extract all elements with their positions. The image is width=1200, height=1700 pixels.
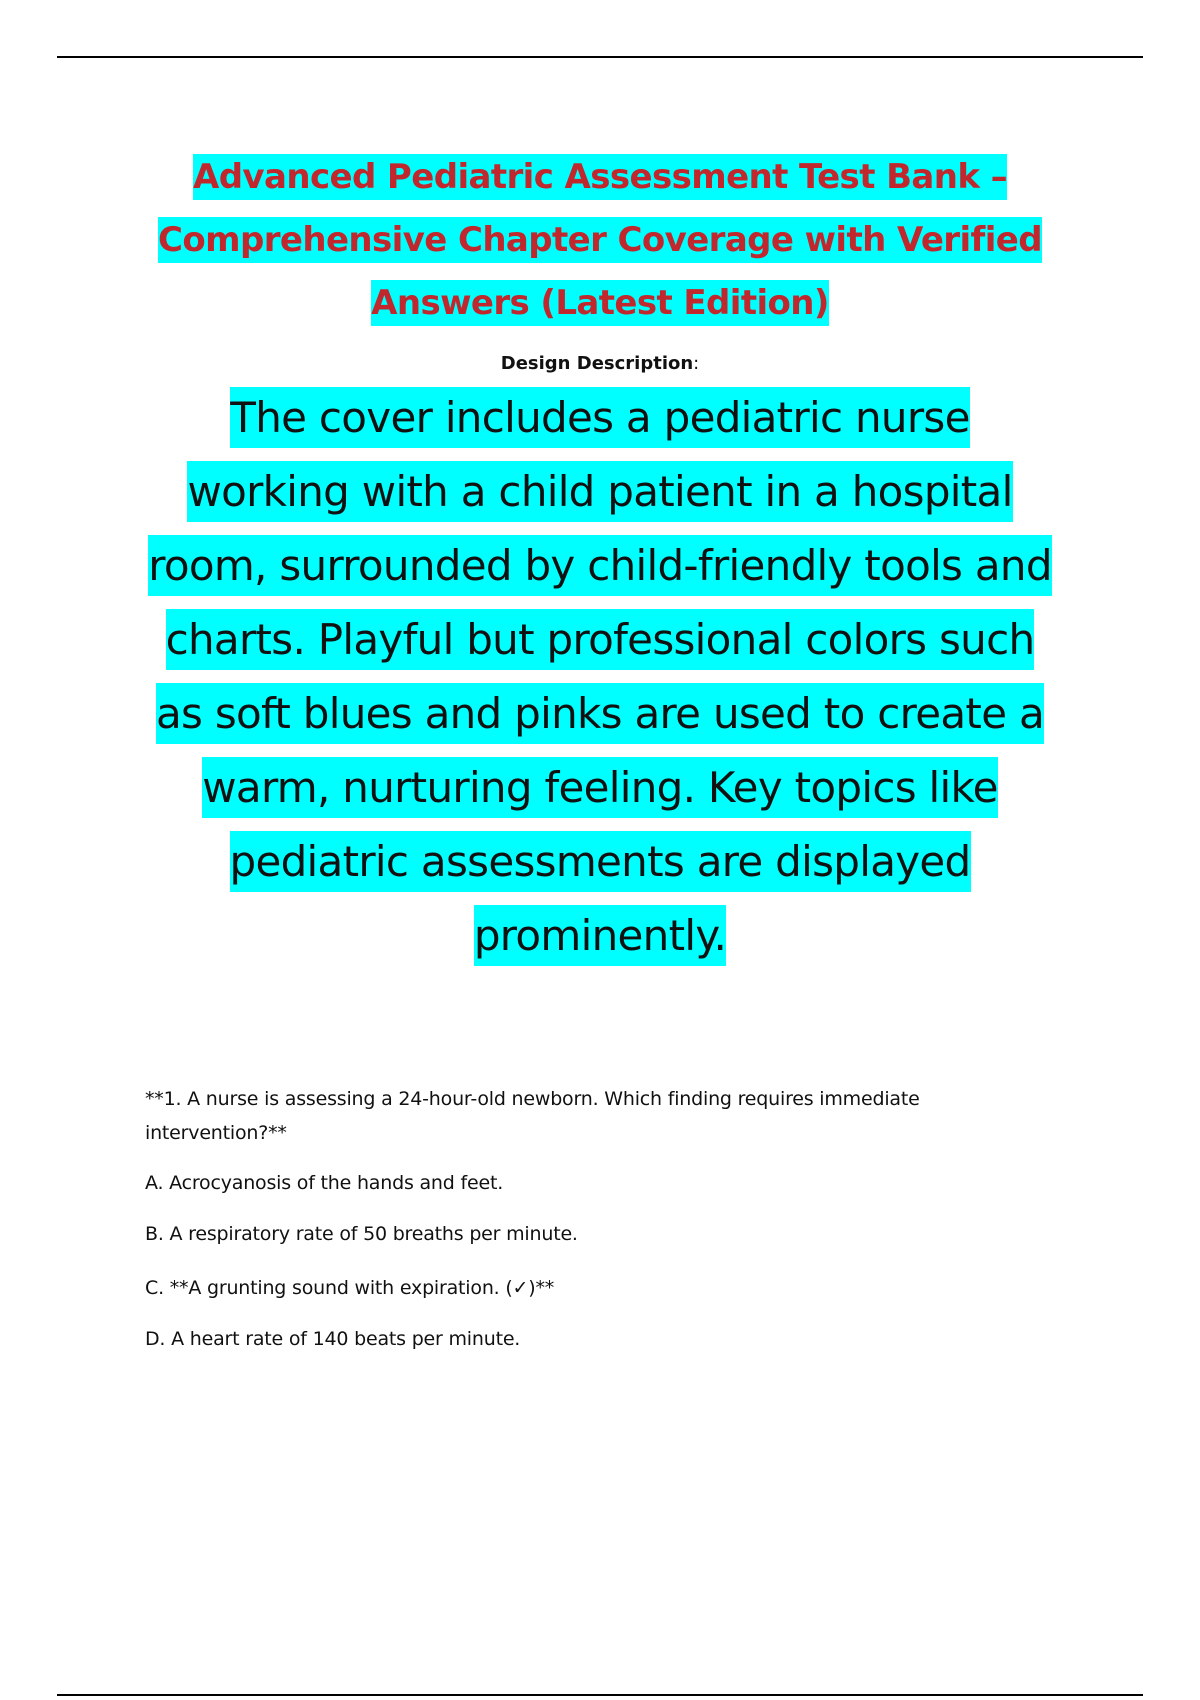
answer-option-d: D. A heart rate of 140 beats per minute. [145, 1328, 521, 1350]
design-description-label [0, 351, 1200, 377]
design-description-label-text: Design Description [500, 353, 694, 374]
document-title [130, 146, 1070, 335]
document-title-text: Advanced Pediatric Assessment Test Bank – Comprehensive Chapter Coverage with Verified Answers (Latest Edition) [158, 154, 1042, 326]
answer-option-c: C. **A grunting sound with expiration. (✓)** [145, 1277, 555, 1299]
answer-option-a: A. Acrocyanosis of the hands and feet. [145, 1172, 504, 1194]
top-rule [57, 56, 1143, 58]
bottom-rule [57, 1694, 1143, 1696]
question-stem: **1. A nurse is assessing a 24-hour-old newborn. Which finding requires immediate intervention?** [145, 1088, 920, 1144]
design-description [145, 381, 1055, 973]
answer-option-b: B. A respiratory rate of 50 breaths per minute. [145, 1223, 578, 1245]
design-description-label-colon: : [693, 353, 700, 374]
design-description-text: The cover includes a pediatric nurse working with a child patient in a hospital room, surrounded by child-friendly tools and charts. Playful but professional colors such as soft blues and pinks are used to create a warm, nurturing feeling. Key topics like pediatric assessments are displayed prominently. [148, 387, 1052, 966]
